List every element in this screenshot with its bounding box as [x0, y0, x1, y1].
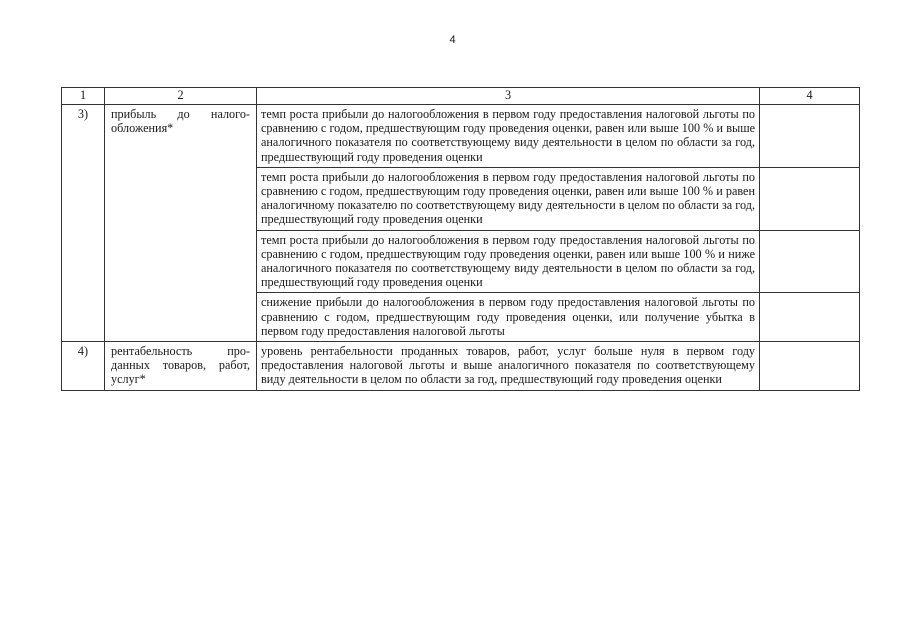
score-cell[interactable] [760, 167, 860, 230]
indicator-name: прибыль до налого-обложения* [105, 105, 257, 342]
score-cell[interactable] [760, 342, 860, 391]
criterion-text: снижение прибыли до налогообложения в первом году предоставления налоговой льготы по сравнению с годом, предшествующим году проведения оценки, или получение убытка в первом году предоставления налоговой льготы [257, 293, 760, 342]
score-cell[interactable] [760, 230, 860, 293]
criterion-text: темп роста прибыли до налогообложения в первом году предоставления налоговой льготы по сравнению с годом, предшествующим году проведения оценки, равен или выше 100 % и равен аналогичному показателю по соответствующему виду деятельности в целом по области за год, предшествующий году проведения оценки [257, 167, 760, 230]
column-header-4: 4 [760, 88, 860, 105]
criterion-text: уровень рентабельности проданных товаров, работ, услуг больше нуля в первом году предоставления налоговой льготы и выше аналогичного показателя по соответствующему виду деятельности в целом по области за год, предшествующий году проведения оценки [257, 342, 760, 391]
criterion-text: темп роста прибыли до налогообложения в первом году предоставления налоговой льготы по сравнению с годом, предшествующим году проведения оценки, равен или выше 100 % и ниже аналогичного показателя по соответствующему виду деятельности в целом по области за год, предшествующий году проведения оценки [257, 230, 760, 293]
row-number: 3) [62, 105, 105, 342]
table-header-row [62, 88, 860, 105]
table-row [62, 342, 860, 391]
score-cell[interactable] [760, 105, 860, 168]
column-header-1: 1 [62, 88, 105, 105]
indicator-name: рентабельность про-данных товаров, работ, услуг* [105, 342, 257, 391]
criterion-text: темп роста прибыли до налогообложения в первом году предоставления налоговой льготы по сравнению с годом, предшествующим году проведения оценки, равен или выше 100 % и выше аналогичного показателя по соответствующему виду деятельности в целом по области за год, предшествующий году проведения оценки [257, 105, 760, 168]
page-number: 4 [449, 34, 456, 46]
score-cell[interactable] [760, 293, 860, 342]
column-header-3: 3 [257, 88, 760, 105]
column-header-2: 2 [105, 88, 257, 105]
row-number: 4) [62, 342, 105, 391]
table-row [62, 105, 860, 168]
criteria-table [61, 87, 860, 391]
